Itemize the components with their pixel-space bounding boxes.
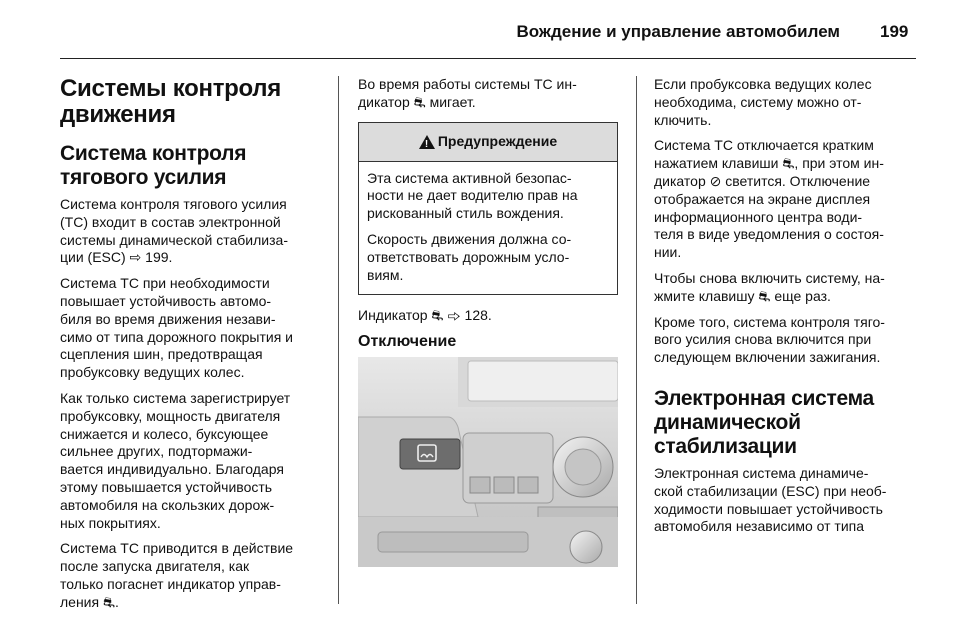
- text-line: вого усилия снова включится при: [654, 331, 872, 348]
- text-line: после запуска двигателя, как: [60, 558, 250, 575]
- text-line: сильнее других, подтормажи-: [60, 443, 253, 460]
- column-3: [654, 76, 924, 544]
- body-paragraph: [60, 390, 330, 532]
- warning-paragraph: [367, 231, 609, 284]
- text-line: Как только система зарегистрирует: [60, 389, 291, 406]
- column-divider-1: [338, 76, 339, 604]
- text-line: этому повышается устойчивость: [60, 478, 273, 495]
- text-line: Эта система активной безопас-: [367, 169, 572, 186]
- text-line: ления ⛐.: [60, 593, 119, 610]
- text-line: системы динамической стабилиза-: [60, 231, 288, 248]
- section-title-line: Системы контроля движения: [60, 75, 281, 128]
- body-paragraph: [60, 275, 330, 382]
- warning-triangle-icon: [419, 135, 435, 149]
- warning-header: [359, 123, 617, 162]
- text-line: необходима, систему можно от-: [654, 93, 862, 110]
- warning-body: [359, 162, 617, 295]
- body-paragraph: [654, 270, 924, 306]
- text-line: следующем включении зажигания.: [654, 349, 881, 366]
- text-line: пробуксовку ведущих колес.: [60, 364, 245, 381]
- text-line: ходимости повышает устойчивость: [654, 500, 883, 517]
- text-line: вается индивидуально. Благодаря: [60, 461, 284, 478]
- body-paragraph: [654, 137, 924, 262]
- text-line: ской стабилизации (ESC) при необ-: [654, 482, 887, 499]
- text-line: теля в виде уведомления о состоя-: [654, 226, 884, 243]
- text-line: Электронная система динамиче-: [654, 464, 869, 481]
- text-line: биля во время движения незави-: [60, 310, 276, 327]
- text-line: нии.: [654, 244, 682, 261]
- body-paragraph: [654, 314, 924, 367]
- text-line: пробуксовку, мощность двигателя: [60, 407, 281, 424]
- warning-title: Предупреждение: [437, 132, 558, 149]
- text-line: Если пробуксовка ведущих колес: [654, 76, 872, 92]
- text-line: симо от типа дорожного покрытия и: [60, 328, 293, 345]
- warning-paragraph: [367, 170, 609, 223]
- text-line: Система контроля тягового усилия: [60, 196, 287, 212]
- body-paragraph: [60, 540, 330, 611]
- text-line: Система TC отключается кратким: [654, 137, 874, 154]
- text-line: Кроме того, система контроля тяго-: [654, 313, 885, 330]
- text-line: Система TC при необходимости: [60, 275, 270, 292]
- text-line: дикатор ⛐ мигает.: [358, 93, 476, 110]
- column-3-body: [654, 76, 924, 367]
- text-line: отображается на экране дисплея: [654, 190, 871, 207]
- column-divider-2: [636, 76, 637, 604]
- body-paragraph: [60, 196, 330, 267]
- text-line: ции (ESC) ⇨ 199.: [60, 249, 173, 266]
- text-line: автомобиля на скользких дорож-: [60, 496, 275, 513]
- text-line: автомобиля независимо от типа: [654, 518, 865, 535]
- header-title: Вождение и управление автомобилем: [516, 22, 840, 41]
- text-line: нажатием клавиши ⛐, при этом ин-: [654, 155, 884, 172]
- text-line: виям.: [367, 266, 404, 283]
- text-line: Чтобы снова включить систему, на-: [654, 269, 885, 286]
- column-2: [358, 76, 620, 567]
- text-line: информационного центра води-: [654, 208, 863, 225]
- subheading-disable: Отключение: [358, 333, 457, 351]
- text-line: Система TC приводится в действие: [60, 540, 294, 557]
- header-divider: [60, 58, 916, 59]
- subsection-title-tc: Система контроля тягового усилия: [60, 142, 247, 189]
- text-line: жмите клавишу ⛐ еще раз.: [654, 287, 831, 304]
- text-line: снижается и колесо, буксующее: [60, 425, 269, 442]
- text-line: ности не дает водителю прав на: [367, 187, 578, 204]
- dashboard-photo: [358, 357, 618, 567]
- indicator-reference: Индикатор ⛐ ⇨ 128.: [358, 307, 492, 324]
- text-line: ответствовать дорожным усло-: [367, 248, 570, 265]
- column-1: [60, 76, 330, 620]
- esc-paragraph: [654, 465, 924, 536]
- body-paragraph: [654, 76, 924, 129]
- text-line: сцепления шин, предотвращая: [60, 346, 263, 363]
- text-line: повышает устойчивость автомо-: [60, 292, 272, 309]
- text-line: дикатор ⊘ светится. Отключение: [654, 172, 871, 189]
- text-line: ных покрытиях.: [60, 514, 161, 531]
- text-line: Во время работы системы TC ин-: [358, 76, 577, 92]
- text-line: ключить.: [654, 111, 712, 128]
- page-number: 199: [880, 22, 909, 41]
- warning-box: [358, 122, 618, 296]
- dashboard-illustration: [358, 357, 618, 567]
- text-line: рискованный стиль вождения.: [367, 205, 564, 222]
- tc-active-paragraph: [358, 76, 620, 112]
- text-line: только погаснет индикатор управ-: [60, 575, 281, 592]
- text-line: (TC) входит в состав электронной: [60, 213, 281, 230]
- column-1-body: [60, 196, 330, 612]
- section-title-tc: [60, 76, 330, 128]
- text-line: Скорость движения должна со-: [367, 230, 572, 247]
- section-title-esc: Электронная система динамической стабилизации: [654, 386, 874, 458]
